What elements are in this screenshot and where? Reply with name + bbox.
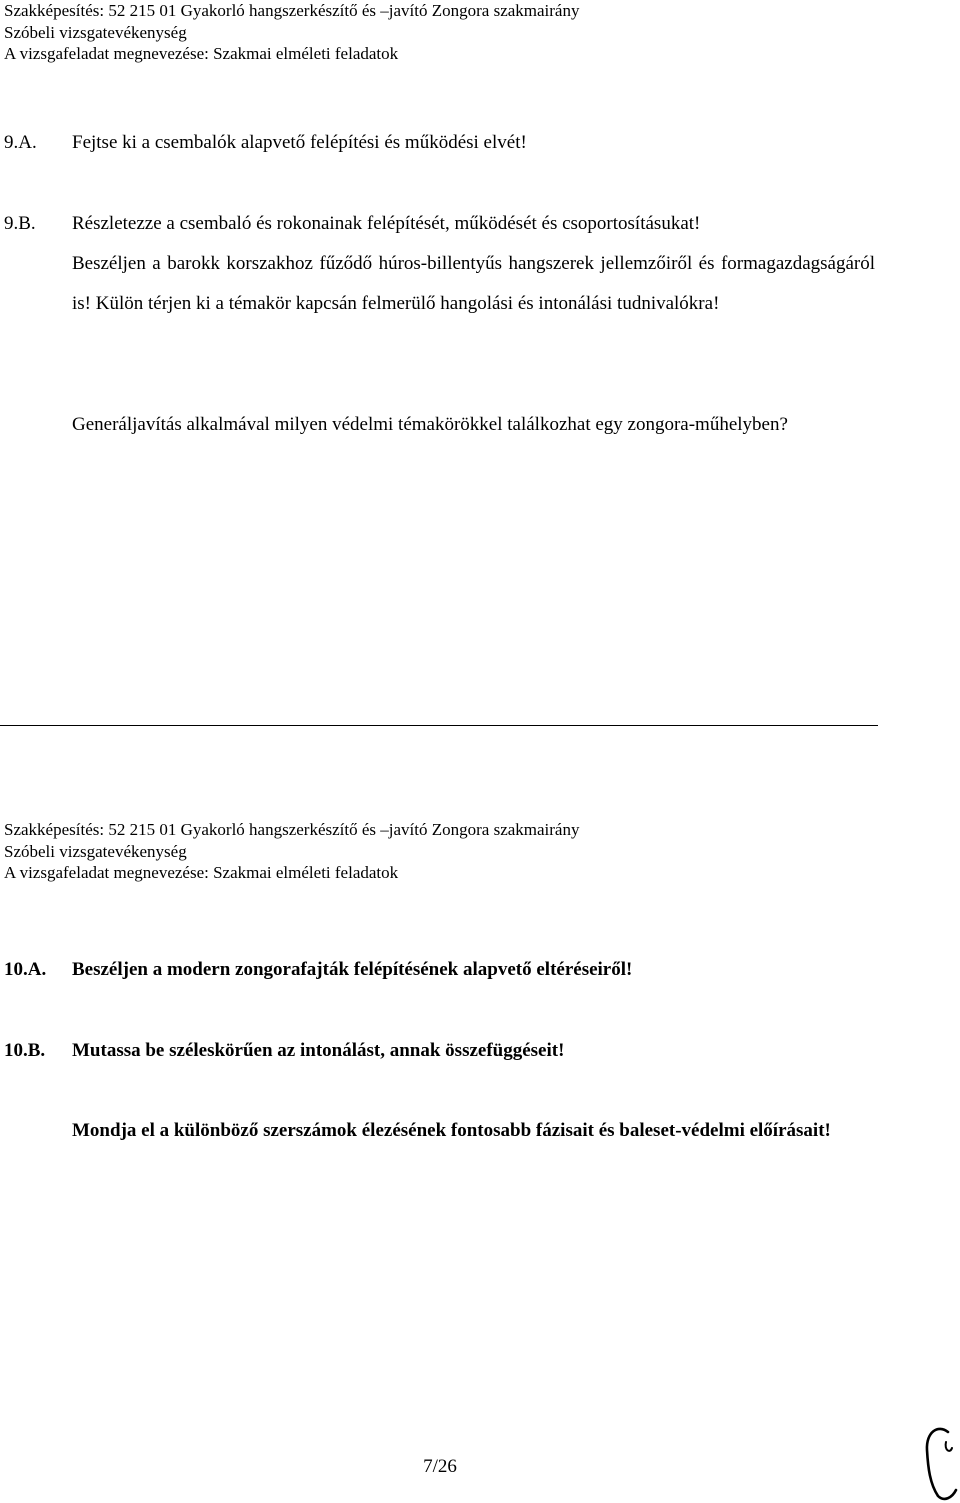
task-code: 9.B.	[4, 213, 36, 234]
signature-mark	[918, 1420, 960, 1503]
task-code: 9.A.	[4, 132, 37, 153]
task-9b	[4, 212, 700, 236]
page-number: 7/26	[423, 1456, 457, 1477]
task-text: Fejtse ki a csembalók alapvető felépítési és működési elvét!	[72, 132, 527, 153]
page-header	[4, 819, 579, 884]
task-code: 10.A.	[4, 959, 47, 980]
task-10b	[4, 1039, 564, 1063]
task-text: Beszéljen a modern zongorafajták felépítésének alapvető eltéréseiről!	[72, 959, 633, 980]
page-separator-line	[0, 725, 878, 726]
header-qualification: Szakképesítés: 52 215 01 Gyakorló hangszerkészítő és –javító Zongora szakmairány	[4, 1, 580, 20]
task-9a	[4, 131, 527, 155]
task-text: Mutassa be széleskörűen az intonálást, annak összefüggéseit!	[72, 1040, 565, 1061]
header-exam-type: Szóbeli vizsgatevékenység	[4, 841, 187, 861]
task-text: Részletezze a csembaló és rokonainak felépítését, működését és csoportosításukat!	[72, 213, 701, 234]
task-code: 10.B.	[4, 1040, 46, 1061]
header-qualification: Szakképesítés: 52 215 01 Gyakorló hangszerkészítő és –javító Zongora szakmairány	[4, 820, 580, 839]
task-10a	[4, 958, 632, 982]
header-exam-type: Szóbeli vizsgatevékenység	[4, 22, 187, 42]
page-header	[4, 0, 579, 65]
task-9b-paragraph-1: Beszéljen a barokk korszakhoz fűződő húros-billentyűs hangszerek jellemzőiről és formagazdagságáról is! Külön térjen ki a témakör kapcsán felmerülő hangolási és intonálási tudnivalókra!	[72, 253, 875, 314]
task-9b-paragraph-2: Generáljavítás alkalmával milyen védelmi témakörökkel találkozhat egy zongora-műhelyben?	[72, 414, 788, 435]
header-task-name: A vizsgafeladat megnevezése: Szakmai elméleti feladatok	[4, 863, 399, 882]
task-10b-paragraph: Mondja el a különböző szerszámok élezésének fontosabb fázisait és baleset-védelmi előírásait!	[72, 1120, 831, 1141]
header-task-name: A vizsgafeladat megnevezése: Szakmai elméleti feladatok	[4, 44, 399, 63]
